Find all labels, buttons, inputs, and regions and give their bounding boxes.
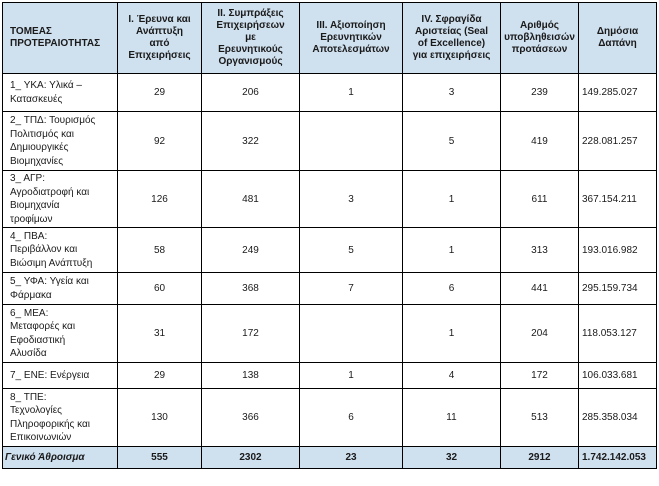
- header-rnd-by-business: Ι. Έρευνα και Ανάπτυξη από Επιχειρήσεις: [118, 3, 202, 74]
- col1-cell: 60: [118, 273, 202, 305]
- header-row: [3, 3, 657, 74]
- col3-cell: 1: [300, 363, 403, 389]
- total-row: [3, 447, 657, 469]
- col5-cell: 419: [501, 112, 579, 171]
- col3-cell: [300, 112, 403, 171]
- col6-cell: 367.154.211: [579, 171, 657, 228]
- col6-cell: 193.016.982: [579, 228, 657, 273]
- col1-cell: 126: [118, 171, 202, 228]
- col6-cell: 295.159.734: [579, 273, 657, 305]
- col1-cell: 29: [118, 363, 202, 389]
- table-row: [3, 273, 657, 305]
- total-col1: 555: [118, 447, 202, 469]
- col4-cell: 6: [403, 273, 501, 305]
- col2-cell: 366: [202, 389, 300, 447]
- col6-cell: 149.285.027: [579, 74, 657, 112]
- col5-cell: 239: [501, 74, 579, 112]
- col4-cell: 3: [403, 74, 501, 112]
- col1-cell: 92: [118, 112, 202, 171]
- col6-cell: 228.081.257: [579, 112, 657, 171]
- col2-cell: 138: [202, 363, 300, 389]
- total-label: Γενικό Άθροισμα: [3, 447, 118, 469]
- col4-cell: 1: [403, 228, 501, 273]
- col5-cell: 611: [501, 171, 579, 228]
- header-public-expenditure: Δημόσια Δαπάνη: [579, 3, 657, 74]
- col6-cell: 118.053.127: [579, 305, 657, 363]
- col2-cell: 206: [202, 74, 300, 112]
- col3-cell: [300, 305, 403, 363]
- header-business-research-partnerships: ΙΙ. Συμπράξεις Επιχειρήσεων με Ερευνητικούς Οργανισμούς: [202, 3, 300, 74]
- total-col4: 32: [403, 447, 501, 469]
- col2-cell: 172: [202, 305, 300, 363]
- col1-cell: 130: [118, 389, 202, 447]
- col3-cell: 1: [300, 74, 403, 112]
- col2-cell: 481: [202, 171, 300, 228]
- total-col2: 2302: [202, 447, 300, 469]
- sector-cell: 7_ ΕΝΕ: Ενέργεια: [3, 363, 118, 389]
- proposals-table: [2, 2, 657, 469]
- col4-cell: 1: [403, 171, 501, 228]
- col6-cell: 285.358.034: [579, 389, 657, 447]
- col3-cell: 6: [300, 389, 403, 447]
- col5-cell: 313: [501, 228, 579, 273]
- col5-cell: 513: [501, 389, 579, 447]
- col6-cell: 106.033.681: [579, 363, 657, 389]
- col5-cell: 172: [501, 363, 579, 389]
- sector-cell: 1_ ΥΚΑ: Υλικά – Κατασκευές: [3, 74, 118, 112]
- sector-cell: 4_ ΠΒΑ: Περιβάλλον και Βιώσιμη Ανάπτυξη: [3, 228, 118, 273]
- sector-cell: 3_ ΑΓΡ: Αγροδιατροφή και Βιομηχανία τροφίμων: [3, 171, 118, 228]
- table-row: [3, 74, 657, 112]
- col1-cell: 58: [118, 228, 202, 273]
- col3-cell: 3: [300, 171, 403, 228]
- total-col6: 1.742.142.053: [579, 447, 657, 469]
- table-row: [3, 112, 657, 171]
- col2-cell: 368: [202, 273, 300, 305]
- col4-cell: 4: [403, 363, 501, 389]
- table-row: [3, 363, 657, 389]
- sector-cell: 5_ ΥΦΑ: Υγεία και Φάρμακα: [3, 273, 118, 305]
- col5-cell: 204: [501, 305, 579, 363]
- col1-cell: 29: [118, 74, 202, 112]
- col4-cell: 11: [403, 389, 501, 447]
- col4-cell: 1: [403, 305, 501, 363]
- header-sector: ΤΟΜΕΑΣ ΠΡΟΤΕΡΑΙΟΤΗΤΑΣ: [3, 3, 118, 74]
- col2-cell: 322: [202, 112, 300, 171]
- sector-cell: 6_ ΜΕΑ: Μεταφορές και Εφοδιαστική Αλυσίδα: [3, 305, 118, 363]
- sector-cell: 8_ ΤΠΕ: Τεχνολογίες Πληροφορικής και Επικοινωνιών: [3, 389, 118, 447]
- table-row: [3, 305, 657, 363]
- col3-cell: 5: [300, 228, 403, 273]
- header-submitted-proposals: Αριθμός υποβληθεισών προτάσεων: [501, 3, 579, 74]
- col5-cell: 441: [501, 273, 579, 305]
- table-row: [3, 389, 657, 447]
- col4-cell: 5: [403, 112, 501, 171]
- total-col3: 23: [300, 447, 403, 469]
- col1-cell: 31: [118, 305, 202, 363]
- total-col5: 2912: [501, 447, 579, 469]
- header-seal-of-excellence: IV. Σφραγίδα Αριστείας (Seal of Excellence) για επιχειρήσεις: [403, 3, 501, 74]
- header-research-results-exploitation: ΙΙΙ. Αξιοποίηση Ερευνητικών Αποτελεσμάτων: [300, 3, 403, 74]
- sector-cell: 2_ ΤΠΔ: Τουρισμός Πολιτισμός και Δημιουργικές Βιομηχανίες: [3, 112, 118, 171]
- table-row: [3, 171, 657, 228]
- col3-cell: 7: [300, 273, 403, 305]
- col2-cell: 249: [202, 228, 300, 273]
- table-row: [3, 228, 657, 273]
